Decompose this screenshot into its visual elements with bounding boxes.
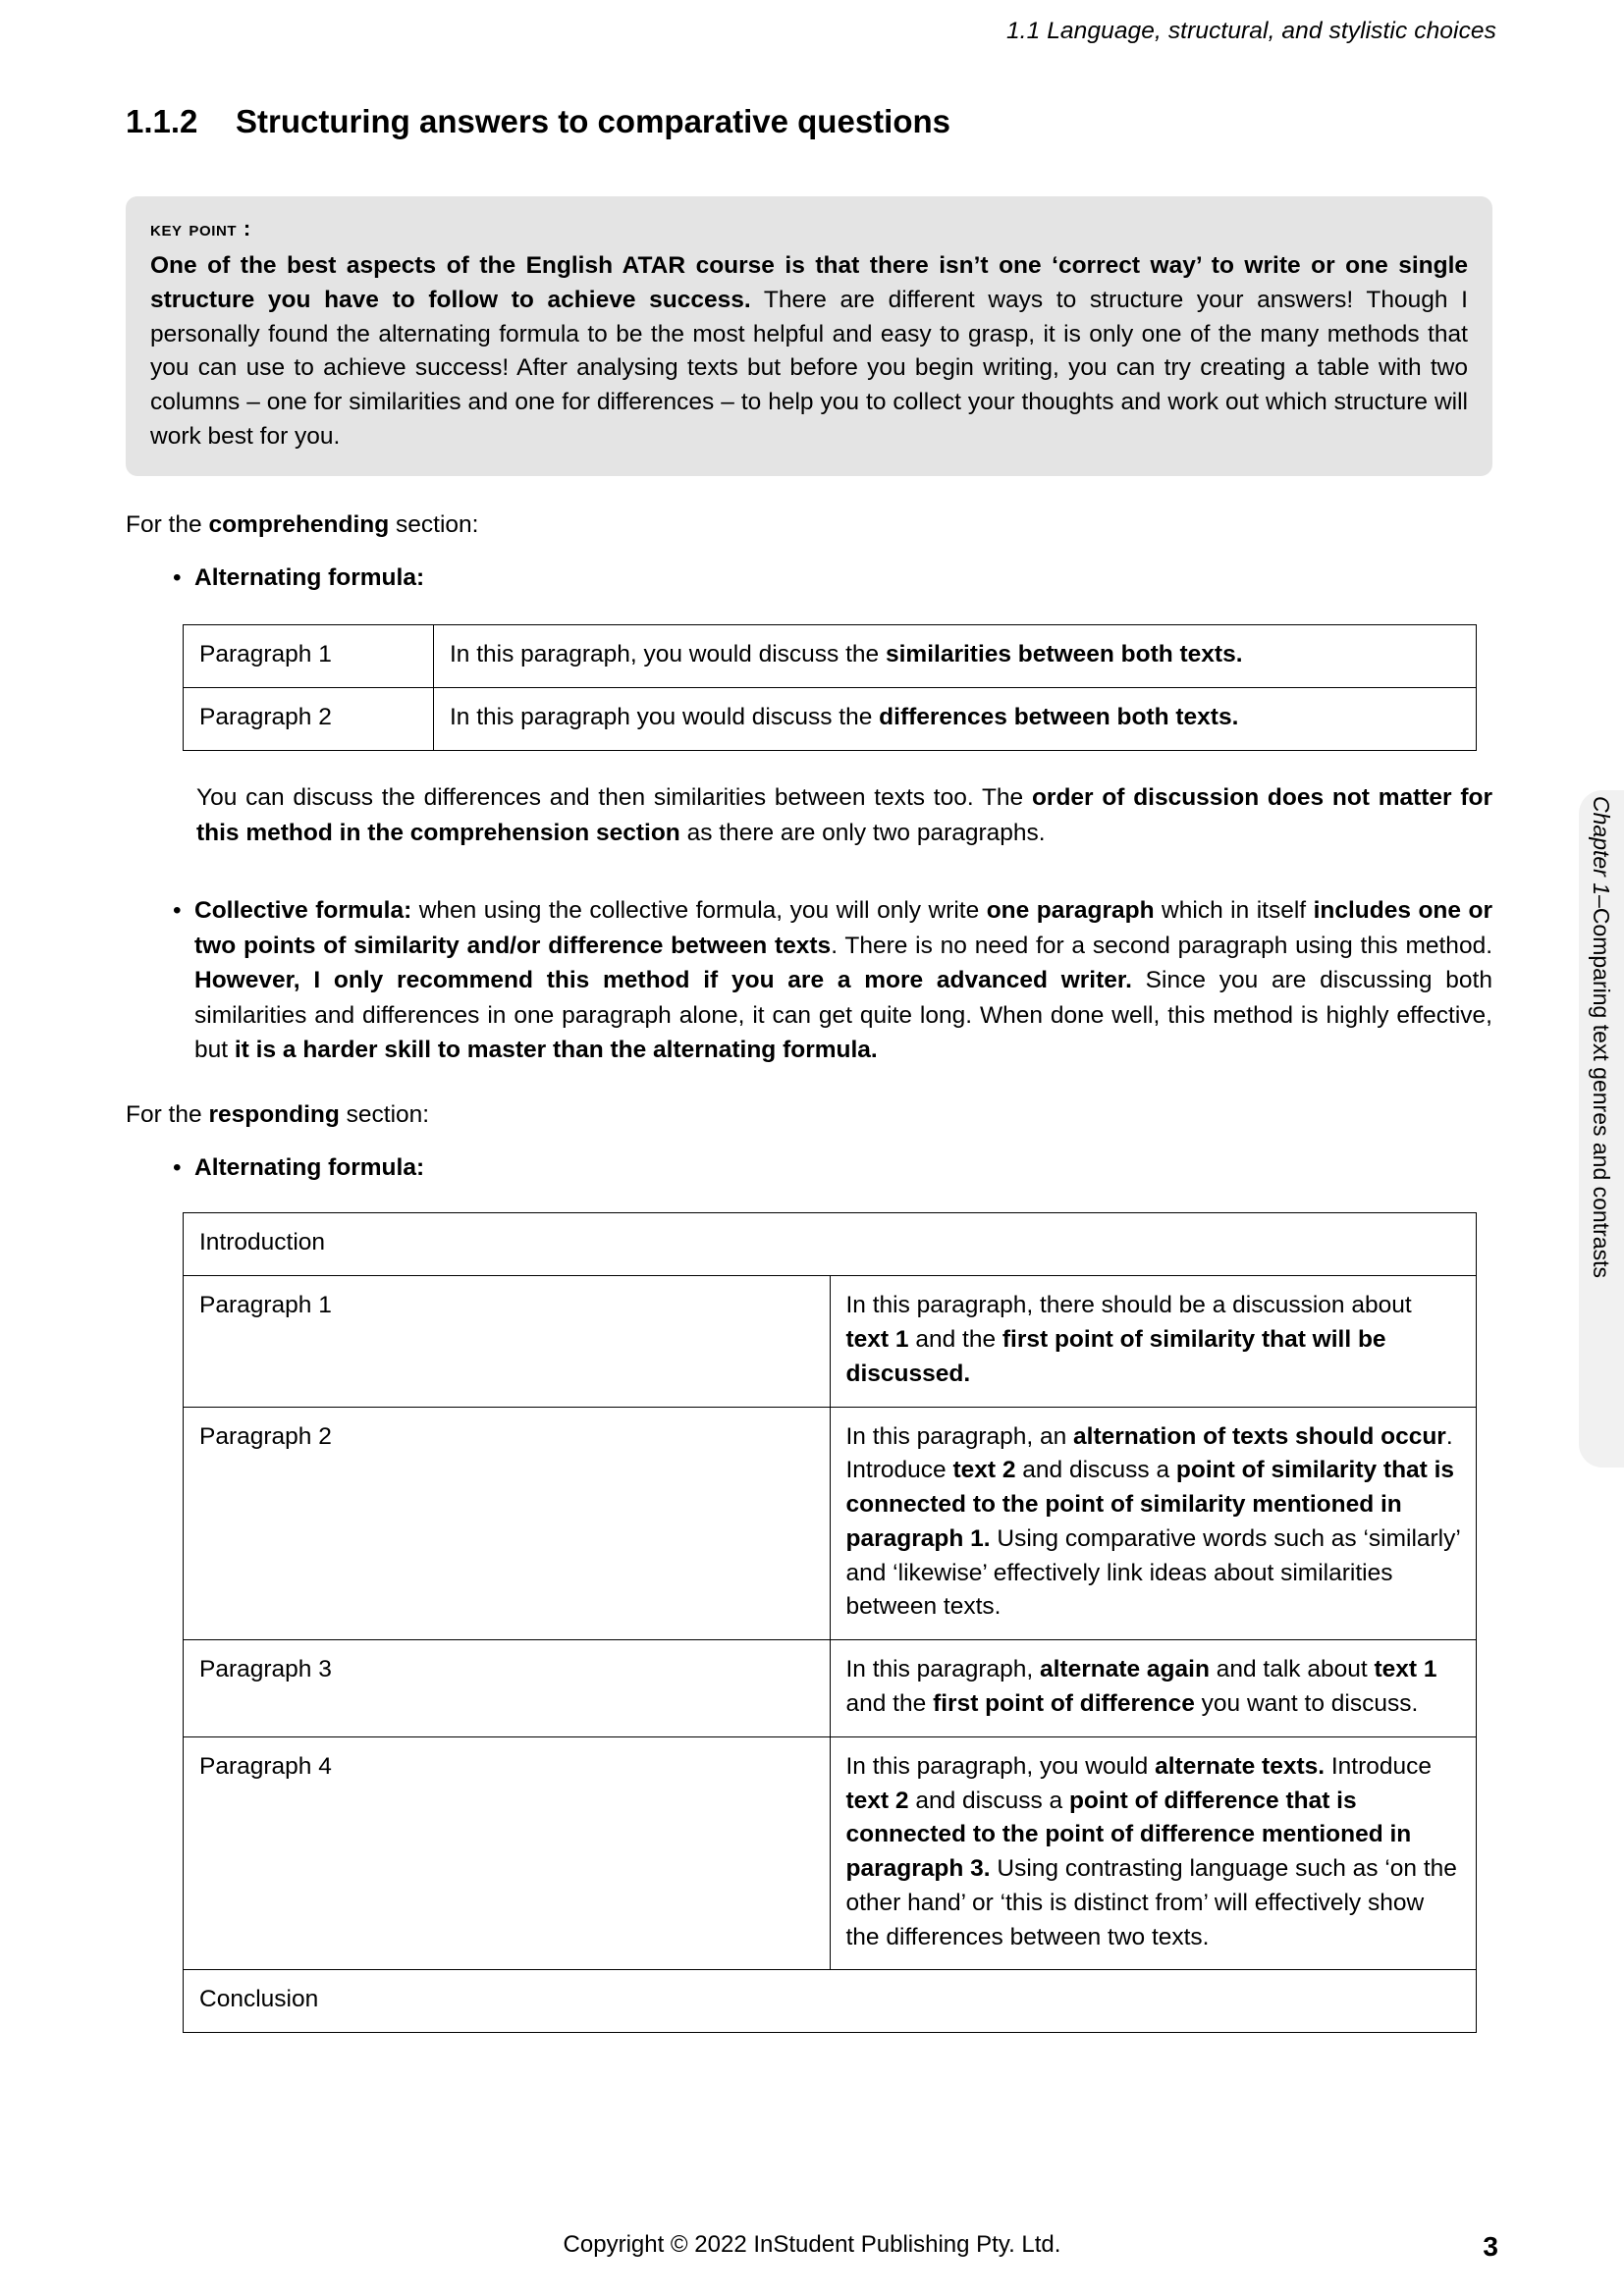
key-point-bold-lead: One of the best aspects of the English ATAR course is that there isn’t one ‘correct way’ to write or one single structure you have to follow to achieve success. (150, 252, 1468, 313)
row-text-pre: In this paragraph you would discuss the (450, 703, 880, 730)
seg-bold: first point of similarity that will be discussed. (845, 1325, 1386, 1387)
row-conclusion: Conclusion (184, 1970, 1477, 2033)
seg: you want to discuss. (1194, 1689, 1419, 1717)
note-post: as there are only two paragraphs. (679, 819, 1046, 846)
seg-bold: alternation of texts should occur (1073, 1422, 1446, 1450)
key-point-body (150, 249, 1468, 454)
lead-post: section: (339, 1100, 430, 1128)
bullet-dot-icon: • (173, 563, 182, 591)
seg: In this paragraph, there should be a discussion about (845, 1292, 1412, 1319)
collective-b2: includes one or two points of similarity and/or difference between texts (194, 897, 1493, 959)
table-row (184, 1407, 1477, 1640)
comprehending-lead (126, 511, 1492, 539)
order-of-discussion-note (196, 780, 1492, 851)
seg-bold: point of difference that is connected to the point of difference mentioned in paragraph 3. (845, 1787, 1412, 1883)
row-label: Paragraph 2 (184, 1407, 831, 1640)
row-text (830, 1276, 1477, 1407)
seg-bold: first point of difference (933, 1689, 1195, 1717)
table-row (184, 687, 1477, 750)
seg: and the (908, 1325, 1002, 1353)
seg-bold: text 2 (952, 1457, 1016, 1484)
bullet-dot-icon: • (173, 897, 182, 925)
seg-bold: text 1 (845, 1325, 909, 1353)
lead-bold: comprehending (208, 510, 390, 538)
seg-bold: point of similarity that is connected to the point of similarity mentioned in paragraph 1. (845, 1457, 1455, 1552)
bullet-collective-formula (126, 893, 1492, 1068)
key-point-label: key point : (150, 216, 251, 240)
table-row (184, 1970, 1477, 2033)
bullet-label: Alternating formula: (194, 563, 425, 591)
key-point-box (126, 196, 1492, 476)
seg-bold: text 1 (1374, 1656, 1437, 1683)
chapter-side-tab (1579, 790, 1624, 1468)
collective-p4: Since you are discussing both similarities and differences in one paragraph alone, it can get quite long. When done well, this method is highly effective, but (194, 967, 1492, 1064)
note-bold: order of discussion does not matter for this method in the comprehension section (196, 783, 1492, 846)
row-text (830, 1736, 1477, 1970)
collective-heading: Collective formula: (194, 897, 412, 925)
collective-p3: . There is no need for a second paragraph using this method. (831, 932, 1492, 959)
seg-bold: text 2 (845, 1787, 909, 1814)
row-text-pre: In this paragraph, you would discuss the (450, 641, 886, 668)
page-number: 3 (1483, 2231, 1498, 2262)
seg: . Introduce (845, 1422, 1453, 1484)
responding-lead (126, 1101, 1492, 1129)
seg: In this paragraph, you would (845, 1752, 1156, 1780)
row-introduction: Introduction (184, 1213, 1477, 1276)
seg: and discuss a (1015, 1457, 1176, 1484)
table-row (184, 1276, 1477, 1407)
row-label: Paragraph 1 (184, 625, 434, 688)
footer-copyright: Copyright © 2022 InStudent Publishing Pty. Ltd. (563, 2231, 1061, 2258)
seg: and talk about (1209, 1656, 1375, 1683)
comprehending-structure-table (183, 624, 1477, 751)
seg-bold: alternate again (1039, 1656, 1210, 1683)
bullet-alternating-comprehending (126, 561, 1492, 596)
row-text-bold: differences between both texts. (879, 703, 1239, 730)
row-text (830, 1407, 1477, 1640)
key-point-rest: There are different ways to structure your answers! Though I personally found the alternating formula to be the most helpful and easy to grasp, it is only one of the many methods that you can use to achieve success! After analysing texts but before you begin writing, you can try creating a table with two columns – one for similarities and one for differences – to help you to collect your thoughts and work out which structure will work best for you. (150, 286, 1468, 450)
seg: In this paragraph, an (845, 1422, 1074, 1450)
table-row (184, 1640, 1477, 1737)
lead-bold: responding (208, 1100, 340, 1128)
chapter-dash: – (1589, 895, 1615, 908)
chapter-side-tab-text (1579, 790, 1624, 1468)
note-pre: You can discuss the differences and then similarities between texts too. The (196, 783, 1032, 811)
collective-b1: one paragraph (986, 897, 1155, 925)
section-title: Structuring answers to comparative questions (236, 103, 950, 139)
bullet-label: Alternating formula: (194, 1153, 425, 1181)
row-text (434, 687, 1477, 750)
chapter-title: Comparing text genres and contrasts (1589, 907, 1615, 1278)
row-text (830, 1640, 1477, 1737)
collective-p2: which in itself (1154, 897, 1314, 925)
row-text (434, 625, 1477, 688)
responding-structure-table (183, 1212, 1477, 2033)
collective-b4: it is a harder skill to master than the alternating formula. (234, 1037, 878, 1064)
row-label: Paragraph 4 (184, 1736, 831, 1970)
section-number: 1.1.2 (126, 103, 198, 139)
running-header: 1.1 Language, structural, and stylistic choices (1005, 18, 1496, 44)
row-label: Paragraph 3 (184, 1640, 831, 1737)
table-row (184, 625, 1477, 688)
seg-bold: alternate texts. (1155, 1752, 1326, 1780)
seg: Using comparative words such as ‘similarly’ and ‘likewise’ effectively link ideas about similarities between texts. (845, 1524, 1460, 1621)
table-row (184, 1213, 1477, 1276)
row-label: Paragraph 2 (184, 687, 434, 750)
seg: Introduce (1325, 1752, 1433, 1780)
seg: and discuss a (908, 1787, 1069, 1814)
seg: In this paragraph, (845, 1656, 1040, 1683)
collective-p1: when using the collective formula, you will only write (411, 897, 987, 925)
chapter-number: Chapter 1 (1589, 796, 1615, 896)
lead-post: section: (389, 510, 479, 538)
seg: Using contrasting language such as ‘on the other hand’ or ‘this is distinct from’ will effectively show the differences between two texts. (845, 1855, 1457, 1950)
collective-b3: However, I only recommend this method if you are a more advanced writer. (194, 967, 1132, 994)
lead-pre: For the (126, 510, 209, 538)
seg: and the (845, 1689, 934, 1717)
bullet-collective-text (194, 893, 1492, 1068)
content-column (126, 196, 1492, 2033)
row-label: Paragraph 1 (184, 1276, 831, 1407)
page-title (126, 103, 950, 140)
lead-pre: For the (126, 1100, 209, 1128)
row-text-bold: similarities between both texts. (885, 641, 1243, 668)
table-row (184, 1736, 1477, 1970)
bullet-alternating-responding (126, 1150, 1492, 1186)
bullet-dot-icon: • (173, 1153, 182, 1181)
